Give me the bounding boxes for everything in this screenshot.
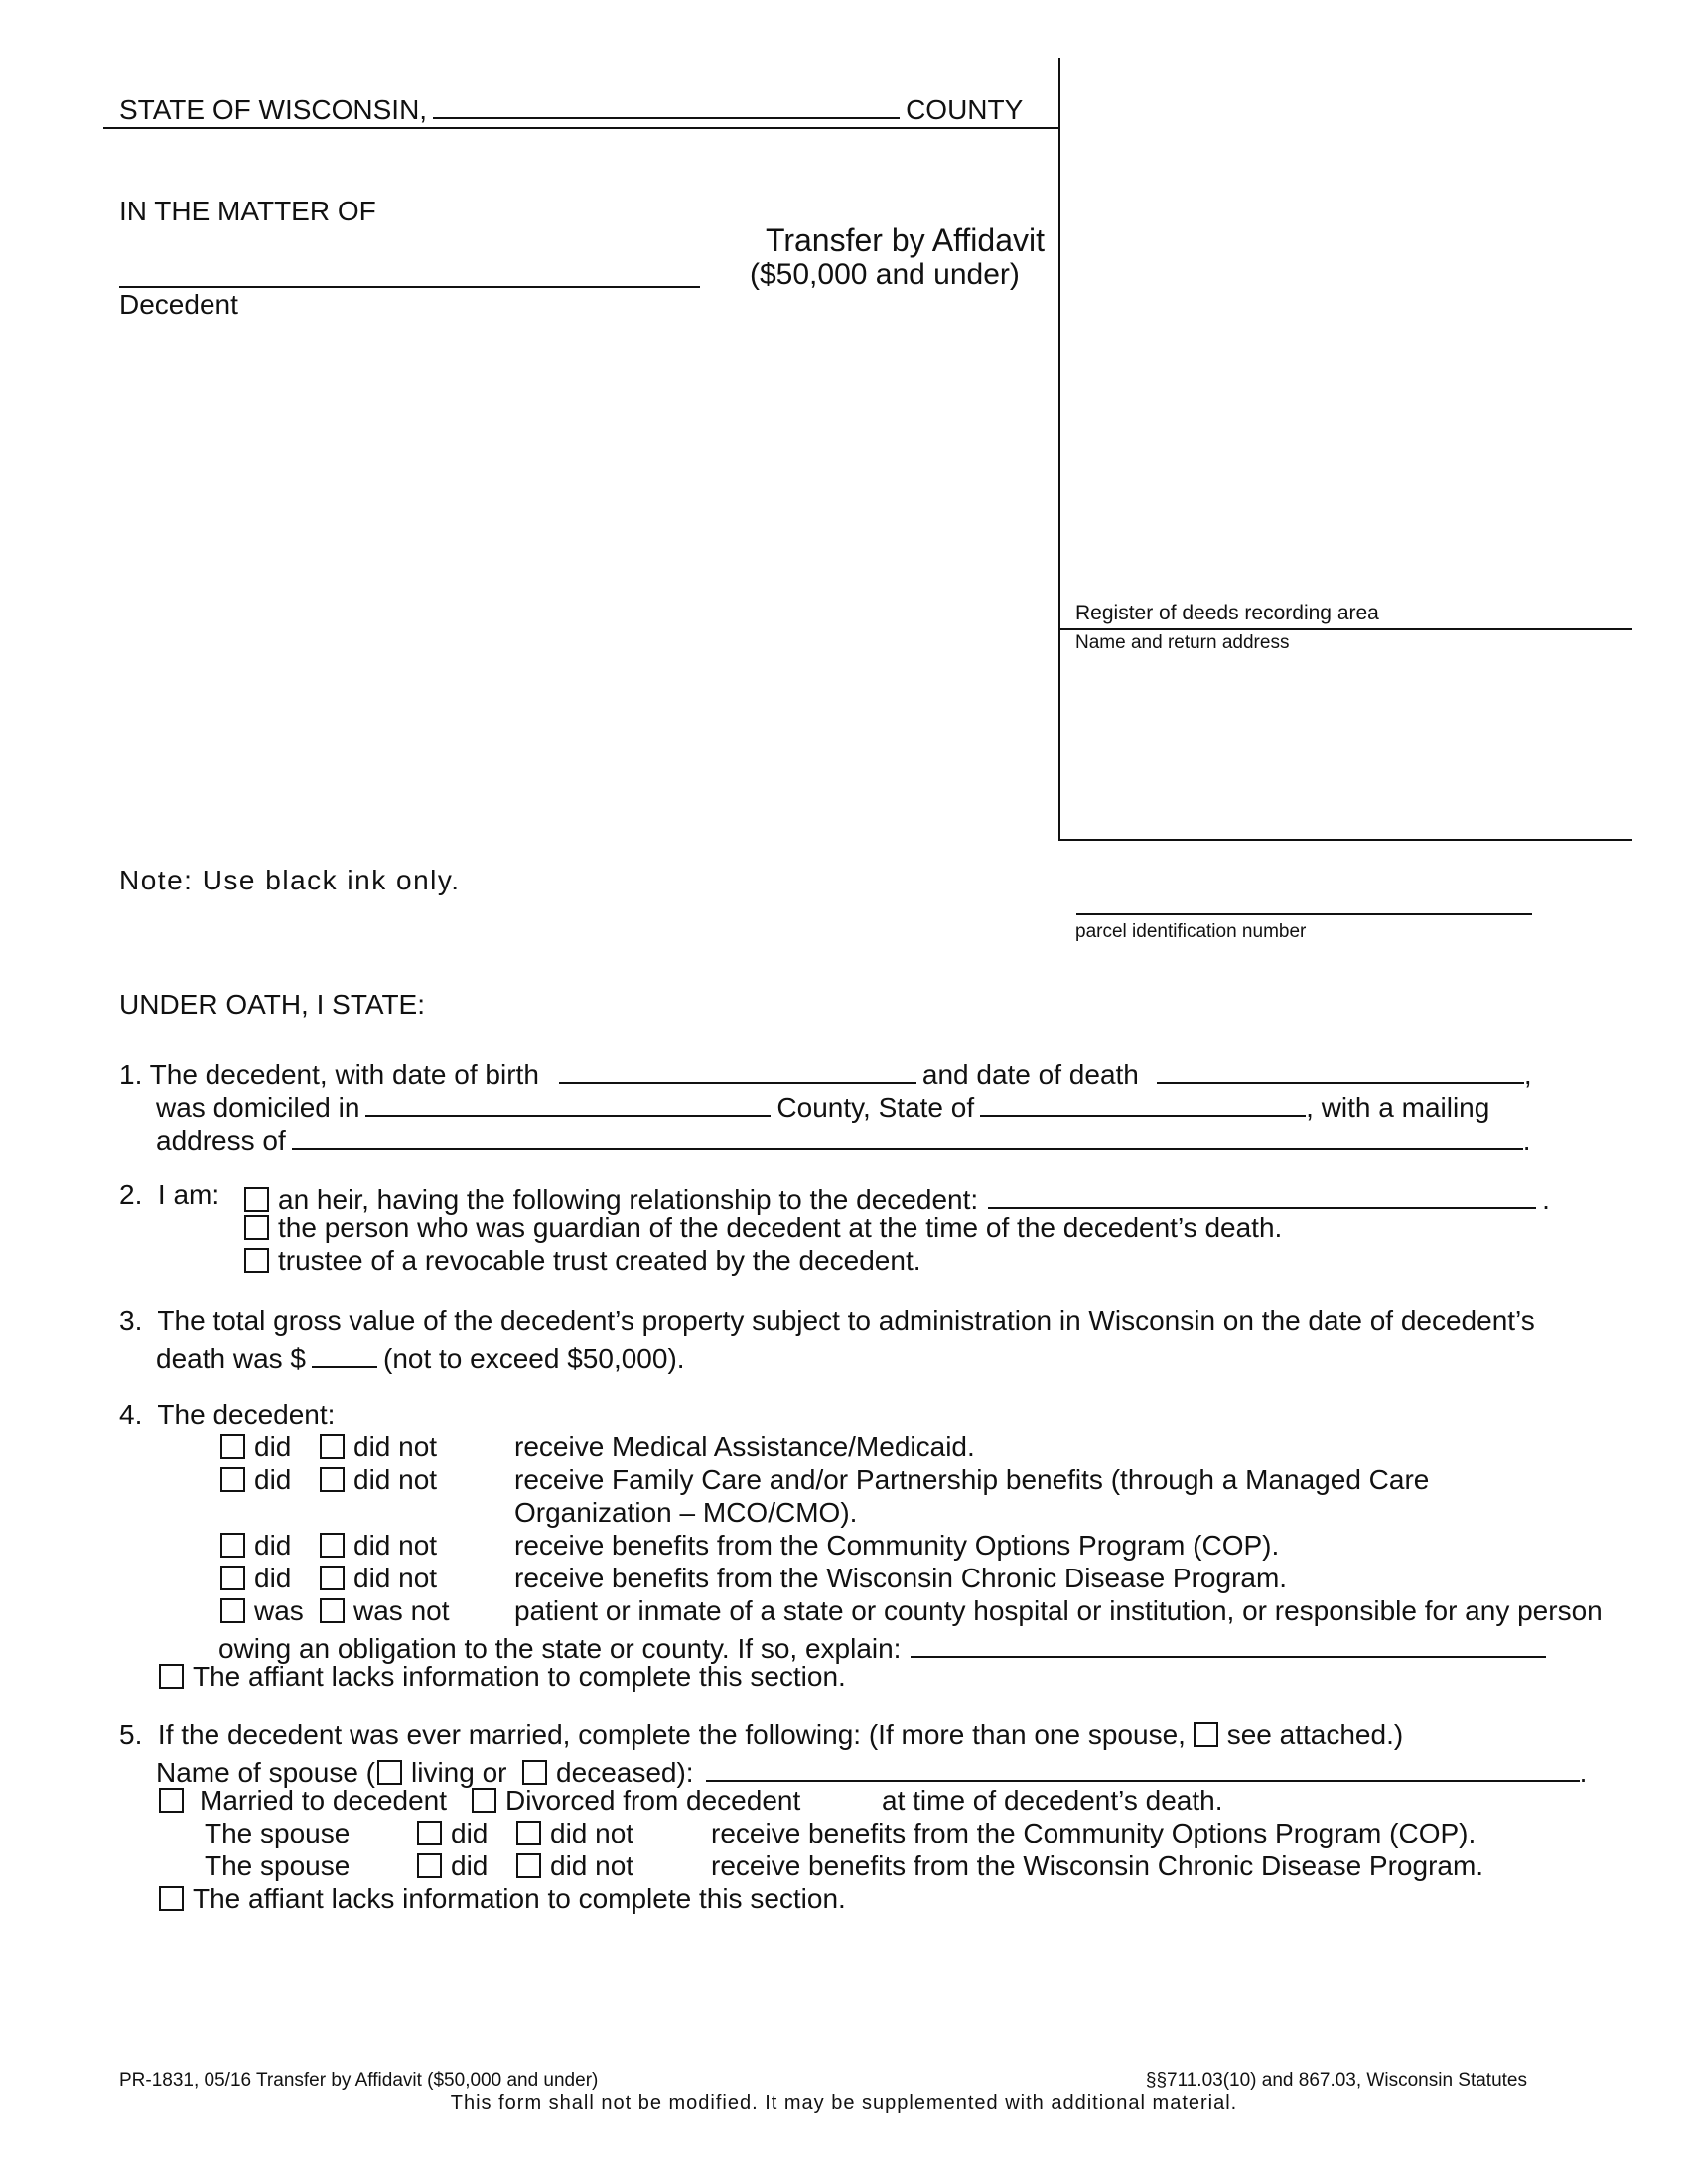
header-divider — [103, 127, 1058, 129]
item5-line1: 5. If the decedent was ever married, complete the following: (If more than one spouse, see attached.) — [119, 1719, 1404, 1750]
item5-chronic-label: The spouse — [205, 1850, 351, 1881]
guardian-checkbox[interactable] — [244, 1215, 269, 1240]
item5-chronic-text: receive benefits from the Wisconsin Chronic Disease Program. — [711, 1850, 1484, 1881]
item1-line3: address of . — [156, 1122, 1531, 1155]
document-title: Transfer by Affidavit — [765, 222, 1045, 258]
matter-label: IN THE MATTER OF — [119, 196, 376, 226]
item4-row3-didnot: did not — [320, 1532, 437, 1560]
domicile-state-field[interactable] — [980, 1089, 1306, 1117]
cop-did-not-checkbox[interactable] — [320, 1533, 345, 1558]
inmate-was-not-checkbox[interactable] — [320, 1598, 345, 1623]
chronic-disease-did-not-checkbox[interactable] — [320, 1566, 345, 1590]
item5-lacks: The affiant lacks information to complete this section. — [159, 1885, 846, 1913]
state-label: STATE OF WISCONSIN, — [119, 94, 428, 125]
item4-row6: owing an obligation to the state or county. If so, explain: — [218, 1630, 1552, 1663]
family-care-did-checkbox[interactable] — [220, 1467, 245, 1492]
spouse-name-field[interactable] — [706, 1754, 1580, 1782]
oath-heading: UNDER OATH, I STATE: — [119, 989, 426, 1020]
heir-checkbox[interactable] — [244, 1187, 269, 1212]
item4-row1-text: receive Medical Assistance/Medicaid. — [514, 1432, 975, 1462]
recording-box-left-border — [1058, 58, 1060, 840]
item1-line2: was domiciled in County, State of , with a mailing — [156, 1089, 1489, 1122]
county-label: COUNTY — [906, 94, 1024, 125]
gross-value-field[interactable] — [312, 1340, 377, 1368]
item4-row4-text: receive benefits from the Wisconsin Chronic Disease Program. — [514, 1563, 1288, 1593]
item5-divorced: Divorced from decedent — [472, 1787, 800, 1815]
name-return-address-label: Name and return address — [1075, 632, 1290, 653]
item5-cop-did: did — [417, 1820, 488, 1847]
item5-cop-label: The spouse — [205, 1818, 351, 1848]
decedent-name-field[interactable] — [119, 286, 700, 288]
item4-row2-did: did — [220, 1466, 291, 1494]
item5-chronic-didnot: did not — [516, 1852, 633, 1880]
modification-notice: This form shall not be modified. It may be supplemented with additional material. — [450, 2092, 1238, 2114]
item3-line1: 3. The total gross value of the decedent’s property subject to administration in Wisconsin on the date of decedent’s — [119, 1305, 1535, 1336]
cop-did-checkbox[interactable] — [220, 1533, 245, 1558]
item4-row4-did: did — [220, 1565, 291, 1592]
item2-heir: an heir, having the following relationship to the decedent: . — [244, 1181, 1550, 1214]
item1-line1: 1. The decedent, with date of birth and date of death , — [119, 1056, 1532, 1089]
form-id: PR-1831, 05/16 Transfer by Affidavit ($50,000 and under) — [119, 2070, 599, 2091]
recording-area-label: Register of deeds recording area — [1075, 602, 1379, 624]
spouse-chronic-did-not-checkbox[interactable] — [516, 1853, 541, 1878]
recording-area-bottom — [1058, 839, 1632, 841]
domicile-county-field[interactable] — [365, 1089, 771, 1117]
item5-at-time: at time of decedent’s death. — [882, 1785, 1223, 1816]
death-date-field[interactable] — [1157, 1056, 1524, 1084]
heir-relationship-field[interactable] — [988, 1181, 1536, 1209]
item5-chronic-did: did — [417, 1852, 488, 1880]
decedent-label: Decedent — [119, 289, 238, 320]
item4-lacks-checkbox[interactable] — [159, 1664, 184, 1689]
item4-row3-did: did — [220, 1532, 291, 1560]
item4-row4-didnot: did not — [320, 1565, 437, 1592]
item2-lead: 2. I am: — [119, 1179, 220, 1210]
item5-spouse: Name of spouse ( living or deceased): . — [156, 1754, 1587, 1787]
spouse-deceased-checkbox[interactable] — [522, 1760, 547, 1785]
recording-area-divider — [1058, 628, 1632, 630]
parcel-number-field[interactable] — [1076, 913, 1532, 915]
county-name-field[interactable] — [433, 91, 900, 119]
item2-guardian: the person who was guardian of the decedent at the time of the decedent’s death. — [244, 1214, 1282, 1242]
item4-row2-text-cont: Organization – MCO/CMO). — [514, 1497, 858, 1528]
item5-married: Married to decedent — [159, 1787, 447, 1815]
item4-row3-text: receive benefits from the Community Options Program (COP). — [514, 1530, 1280, 1561]
item3-line2: death was $ (not to exceed $50,000). — [156, 1340, 685, 1373]
inmate-was-checkbox[interactable] — [220, 1598, 245, 1623]
medicaid-did-not-checkbox[interactable] — [320, 1434, 345, 1459]
item4-row1-didnot: did not — [320, 1433, 437, 1461]
item4-row5-was: was — [220, 1597, 304, 1625]
item4-row5-wasnot: was not — [320, 1597, 450, 1625]
birth-date-field[interactable] — [559, 1056, 916, 1084]
divorced-checkbox[interactable] — [472, 1788, 496, 1813]
married-checkbox[interactable] — [159, 1788, 184, 1813]
spouse-cop-did-not-checkbox[interactable] — [516, 1821, 541, 1845]
item4-lacks: The affiant lacks information to complete this section. — [159, 1663, 846, 1691]
parcel-label: parcel identification number — [1075, 921, 1307, 942]
statutes-citation: §§711.03(10) and 867.03, Wisconsin Statutes — [1145, 2070, 1527, 2091]
item4-row2-text: receive Family Care and/or Partnership benefits (through a Managed Care — [514, 1464, 1430, 1495]
spouse-cop-did-checkbox[interactable] — [417, 1821, 442, 1845]
item4-row1-did: did — [220, 1433, 291, 1461]
item5-cop-text: receive benefits from the Community Options Program (COP). — [711, 1818, 1477, 1848]
mailing-address-field[interactable] — [292, 1122, 1523, 1150]
item5-lacks-checkbox[interactable] — [159, 1886, 184, 1911]
item4-row5-text: patient or inmate of a state or county hospital or institution, or responsible for any person — [514, 1595, 1603, 1626]
spouse-chronic-did-checkbox[interactable] — [417, 1853, 442, 1878]
state-line — [119, 91, 1023, 124]
spouse-living-checkbox[interactable] — [377, 1760, 402, 1785]
item4-lead: 4. The decedent: — [119, 1399, 336, 1430]
medicaid-did-checkbox[interactable] — [220, 1434, 245, 1459]
ink-note: Note: Use black ink only. — [119, 865, 461, 895]
trustee-checkbox[interactable] — [244, 1248, 269, 1273]
family-care-did-not-checkbox[interactable] — [320, 1467, 345, 1492]
chronic-disease-did-checkbox[interactable] — [220, 1566, 245, 1590]
name-return-address-field[interactable] — [1075, 659, 1612, 828]
item2-trustee: trustee of a revocable trust created by the decedent. — [244, 1247, 921, 1275]
item5-cop-didnot: did not — [516, 1820, 633, 1847]
obligation-explain-field[interactable] — [911, 1630, 1546, 1658]
item4-row2-didnot: did not — [320, 1466, 437, 1494]
document-subtitle: ($50,000 and under) — [750, 258, 1020, 291]
see-attached-checkbox[interactable] — [1194, 1722, 1218, 1747]
